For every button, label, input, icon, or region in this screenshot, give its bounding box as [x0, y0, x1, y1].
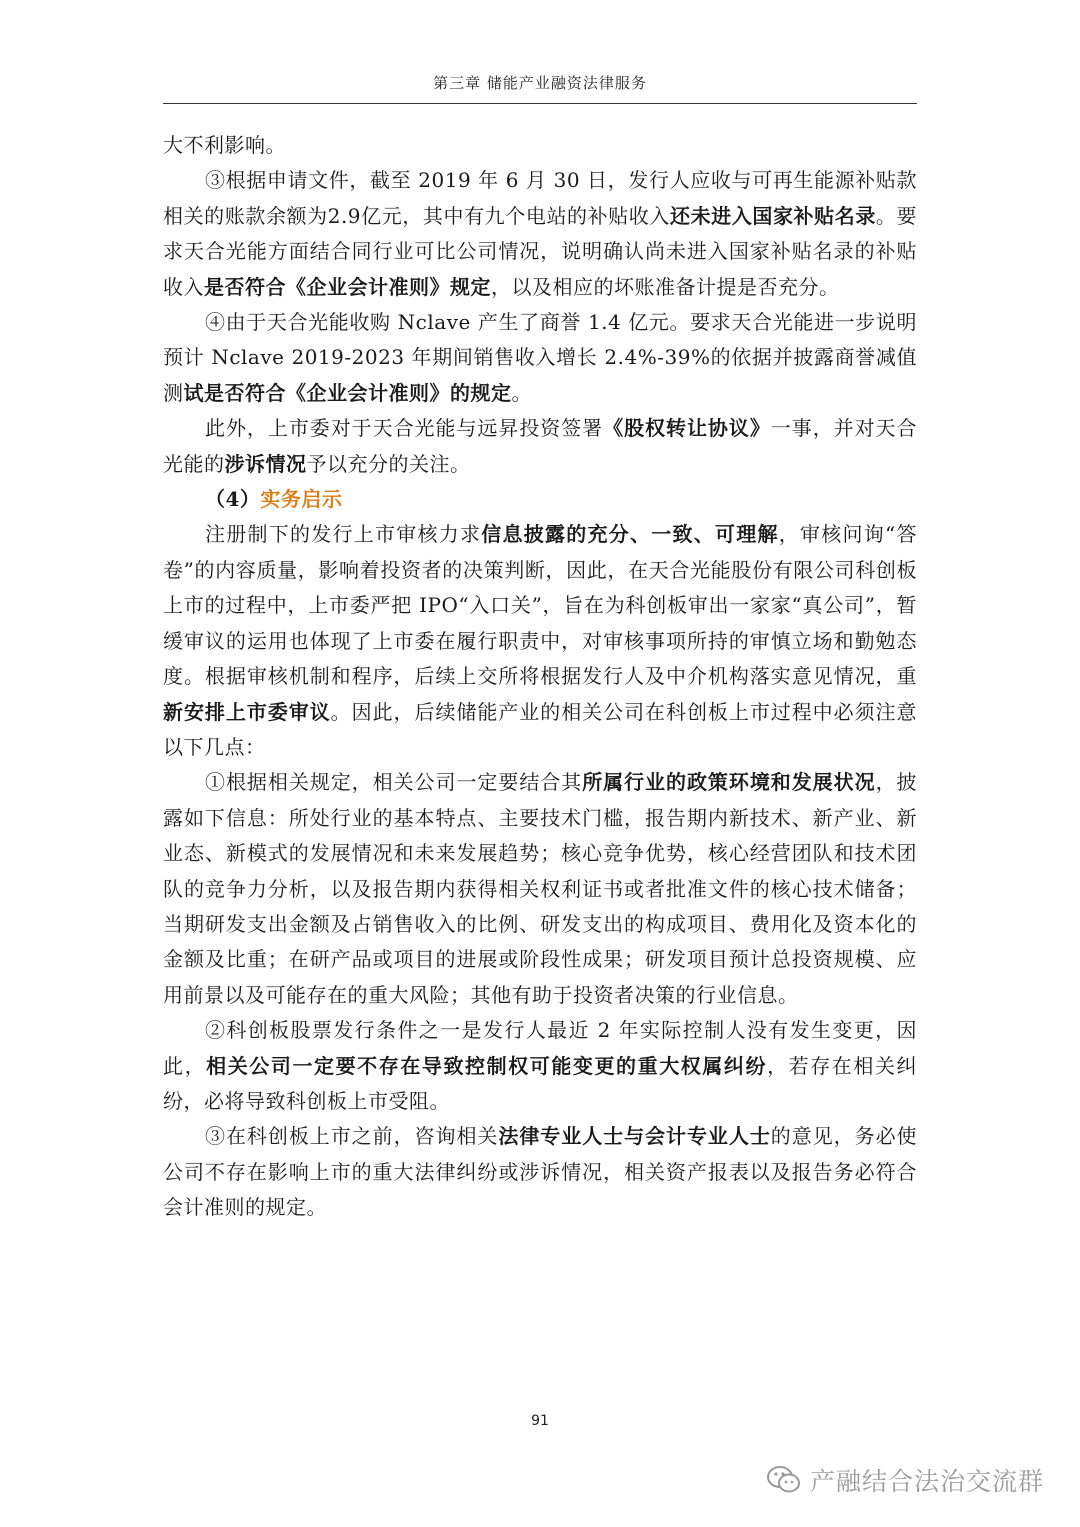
emphasis: 涉诉情况 [224, 451, 307, 476]
paragraph-continuation: 大不利影响。 [163, 133, 286, 157]
paragraph-additional: 此外，上市委对于天合光能与远昇投资签署《股权转让协议》一事，并对天合光能的涉诉情况予以充分的关注。 [163, 416, 918, 476]
page-number: 91 [531, 1413, 549, 1429]
wechat-icon [766, 1464, 802, 1496]
emphasis: 法律专业人士与会计专业人士 [498, 1124, 771, 1149]
paragraph-item-4: ④由于天合光能收购 Nclave 产生了商誉 1.4 亿元。要求天合光能进一步说明预计 Nclave 2019-2023 年期间销售收入增长 2.4%-39%的依据并披露商誉减值测试是否符合《企业会计准则》的规定。 [163, 310, 917, 405]
paragraph-point-2: ②科创板股票发行条件之一是发行人最近 2 年实际控制人没有发生变更，因此，相关公司一定要不存在导致控制权可能变更的重大权属纠纷，若存在相关纠纷，必将导致科创板上市受阻。 [163, 1018, 918, 1113]
paragraph-intro: 注册制下的发行上市审核力求信息披露的充分、一致、可理解，审核问询“答卷”的内容质量，影响着投资者的决策判断，因此，在天合光能股份有限公司科创板上市的过程中，上市委严把 IPO“入口关”，旨在为科创板审出一家家“真公司”，暂缓审议的运用也体现了上市委在履行职责中，对审核事项所持的审慎立场和勤勉态度。根据审核机制和程序，后续上交所将根据发行人及中介机构落实意见情况，重新安排上市委审议。因此，后续储能产业的相关公司在科创板上市过程中必须注意以下几点： [163, 522, 918, 759]
paragraph-point-1: ①根据相关规定，相关公司一定要结合其所属行业的政策环境和发展状况，披露如下信息：所处行业的基本特点、主要技术门槛，报告期内新技术、新产业、新业态、新模式的发展情况和未来发展趋势；核心竞争优势，核心经营团队和技术团队的竞争力分析，以及报告期内获得相关权利证书或者批准文件的核心技术储备；当期研发支出金额及占销售收入的比例、研发支出的构成项目、费用化及资本化的金额及比重；在研产品或项目的进展或阶段性成果；研发项目预计总投资规模、应用前景以及可能存在的重大风险；其他有助于投资者决策的行业信息。 [163, 770, 918, 1007]
emphasis: 所属行业的政策环境和发展状况 [582, 770, 876, 795]
paragraph-item-3: ③根据申请文件，截至 2019 年 6 月 30 日，发行人应收与可再生能源补贴款相关的账款余额为2.9亿元，其中有九个电站的补贴收入还未进入国家补贴名录。要求天合光能方面结合同行业可比公司情况，说明确认尚未进入国家补贴名录的补贴收入是否符合《企业会计准则》规定，以及相应的坏账准备计提是否充分。 [163, 168, 918, 299]
emphasis: 相关公司一定要不存在导致控制权可能变更的重大权属纠纷 [206, 1053, 768, 1078]
watermark [766, 1460, 1044, 1500]
emphasis: 新安排上市委审议 [163, 699, 331, 724]
emphasis: 还未进入国家补贴名录 [670, 203, 876, 228]
header-divider [163, 103, 917, 104]
section-heading [163, 482, 917, 517]
emphasis: 试是否符合《企业会计准则》的规定 [183, 380, 512, 405]
section-title: 实务启示 [260, 487, 343, 512]
emphasis: 《股权转让协议》 [603, 416, 771, 441]
emphasis: 信息披露的充分、一致、可理解 [481, 522, 779, 547]
paragraph-point-3: ③在科创板上市之前，咨询相关法律专业人士与会计专业人士的意见，务必使公司不存在影响上市的重大法律纠纷或涉诉情况，相关资产报表以及报告务必符合会计准则的规定。 [163, 1124, 918, 1220]
running-header: 第三章 储能产业融资法律服务 [433, 74, 647, 92]
section-number: （4） [205, 487, 261, 512]
document-body [163, 128, 917, 1226]
emphasis: 是否符合《企业会计准则》规定 [204, 274, 491, 299]
watermark-text: 产融结合法治交流群 [809, 1467, 1044, 1496]
